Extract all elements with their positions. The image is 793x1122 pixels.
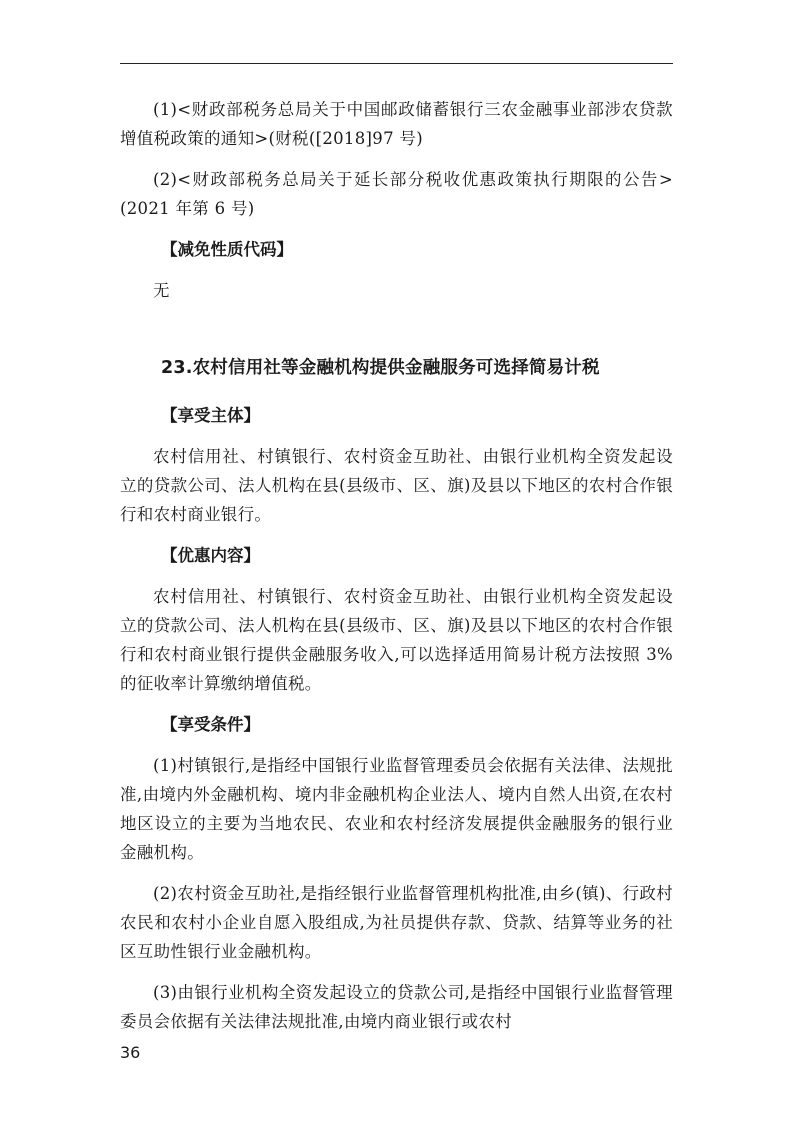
reference-paragraph-1: (1)<财政部税务总局关于中国邮政储蓄银行三农金融事业部涉农贷款增值税政策的通知>(财税([2018]97 号) [120,100,673,148]
section-title: 23.农村信用社等金融机构提供金融服务可选择简易计税 [161,358,600,378]
header-rule [120,63,673,64]
exemption-code-value: 无 [153,281,170,300]
subject-text: 农村信用社、村镇银行、农村资金互助社、由银行业机构全资发起设立的贷款公司、法人机构在县(县级市、区、旗)及县以下地区的农村合作银行和农村商业银行。 [120,447,673,524]
condition-paragraph-2: (2)农村资金互助社,是指经银行业监督管理机构批准,由乡(镇)、行政村农民和农村小企业自愿入股组成,为社员提供存款、贷款、结算等业务的社区互助性银行业金融机构。 [120,884,673,961]
reference-paragraph-2: (2)<财政部税务总局关于延长部分税收优惠政策执行期限的公告>(2021 年第 6 号) [120,170,673,218]
condition-paragraph-1: (1)村镇银行,是指经中国银行业监督管理委员会依据有关法律、法规批准,由境内外金融机构、境内非金融机构企业法人、境内自然人出资,在农村地区设立的主要为当地农民、农业和农村经济发展提供金融服务的银行业金融机构。 [120,756,673,862]
subject-label: 【享受主体】 [161,406,260,425]
page-number: 36 [120,1043,141,1062]
document-body [120,95,673,1048]
benefit-label: 【优惠内容】 [161,546,260,565]
benefit-text: 农村信用社、村镇银行、农村资金互助社、由银行业机构全资发起设立的贷款公司、法人机构在县(县级市、区、旗)及县以下地区的农村合作银行和农村商业银行提供金融服务收入,可以选择适用简易计税方法按照 3%的征收率计算缴纳增值税。 [120,587,673,693]
condition-paragraph-3: (3)由银行业机构全资发起设立的贷款公司,是指经中国银行业监督管理委员会依据有关法律法规批准,由境内商业银行或农村 [120,983,673,1031]
conditions-label: 【享受条件】 [161,715,260,734]
exemption-code-label: 【减免性质代码】 [161,240,293,259]
